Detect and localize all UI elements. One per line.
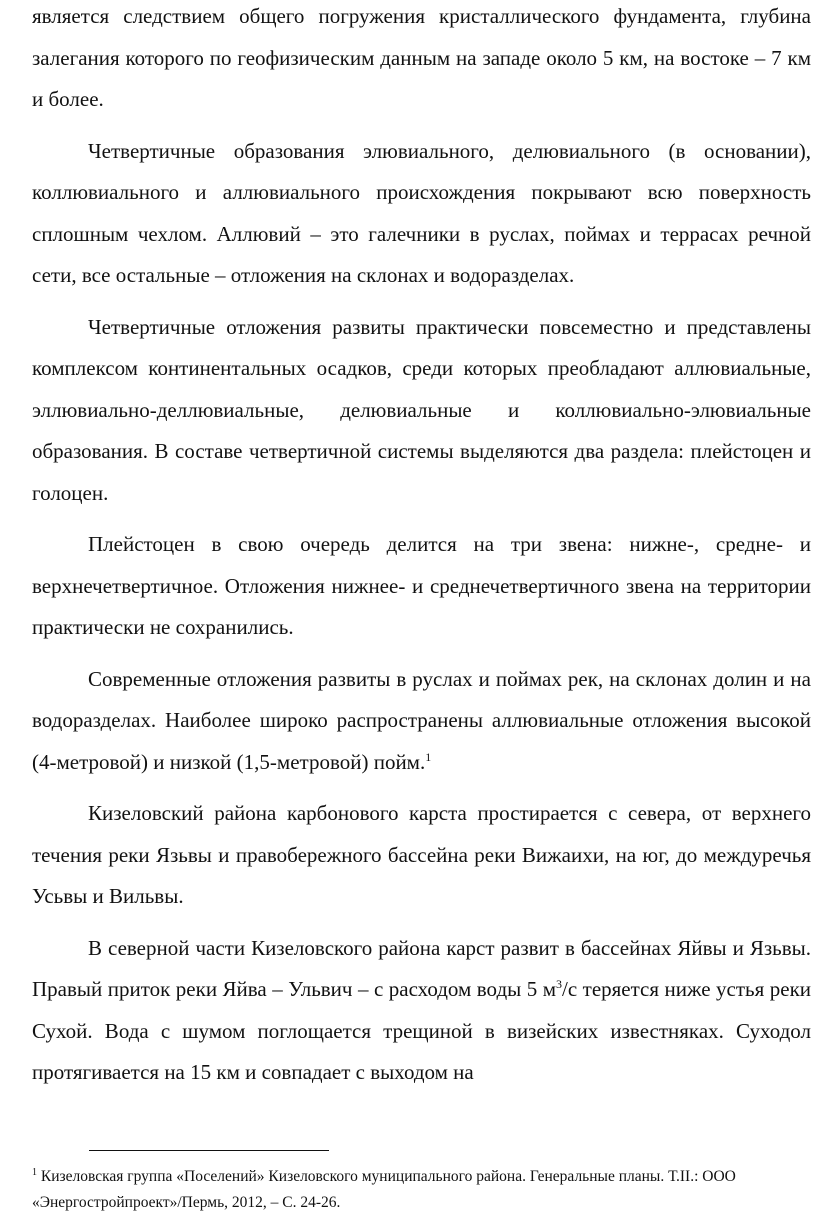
paragraph-north-kizel-text-end: /с теряется ниже устья реки Сухой. Вода с шумом поглощается трещиной в визейских известняках. Суходол протягивается на 15 км и совпадает с выходом на: [32, 977, 812, 1084]
footnote-reference[interactable]: 1: [425, 749, 432, 764]
paragraph-north-kizel-karst: [32, 928, 811, 1094]
paragraph-pleistocene: Плейстоцен в свою очередь делится на три звена: нижне-, средне- и верхнечетвертичное. Отложения нижнее- и среднечетвертичного звена на территории практически не сохранились.: [32, 532, 811, 639]
paragraph-quaternary-deposits: Четвертичные отложения развиты практически повсеместно и представлены комплексом континентальных осадков, среди которых преобладают аллювиальные, эллювиально-деллювиальные, делювиальные и коллювиально-элювиальные образования. В составе четвертичной системы выделяются два раздела: плейстоцен и голоцен.: [32, 314, 811, 505]
footnote-separator: [89, 1150, 329, 1151]
footnote-text: Кизеловская группа «Поселений» Кизеловского муниципального района. Генеральные планы. Т.II.: ООО «Энергостройпроект»/Пермь, 2012, – С. 24-26.: [32, 1168, 736, 1211]
document-page: [32, 0, 811, 1094]
paragraph-modern-deposits-text: Современные отложения развиты в руслах и поймах рек, на склонах долин и на водоразделах. Наиболее широко распространены аллювиальные отложения высокой (4-метровой) и низкой (1,5-метровой) пойм.: [32, 666, 811, 774]
paragraph-north-kizel-text-start: В северной части Кизеловского района карст развит в бассейнах Яйвы и Язьвы. Правый приток реки Яйва – Ульвич – с расходом воды 5 м: [32, 935, 811, 1001]
cubic-superscript: 3: [556, 977, 562, 991]
paragraph-quaternary-formations: Четвертичные образования элювиального, делювиального (в основании), коллювиального и аллювиального происхождения покрывают всю поверхность сплошным чехлом. Аллювий – это галечники в руслах, поймах и террасах речной сети, все остальные – отложения на склонах и водоразделах.: [32, 138, 811, 287]
paragraph-modern-deposits: [32, 659, 811, 784]
footnote: [32, 1164, 811, 1216]
paragraph-kizel-karst-extent: Кизеловский района карбонового карста простирается с севера, от верхнего течения реки Язьвы и правобережного бассейна реки Вижаихи, на юг, до междуречья Усьвы и Вильвы.: [32, 801, 811, 908]
footnote-marker: 1: [32, 1166, 37, 1178]
paragraph-foundation-depth: является следствием общего погружения кристаллического фундамента, глубина залегания которого по геофизическим данным на западе около 5 км, на востоке – 7 км и более.: [32, 4, 811, 111]
